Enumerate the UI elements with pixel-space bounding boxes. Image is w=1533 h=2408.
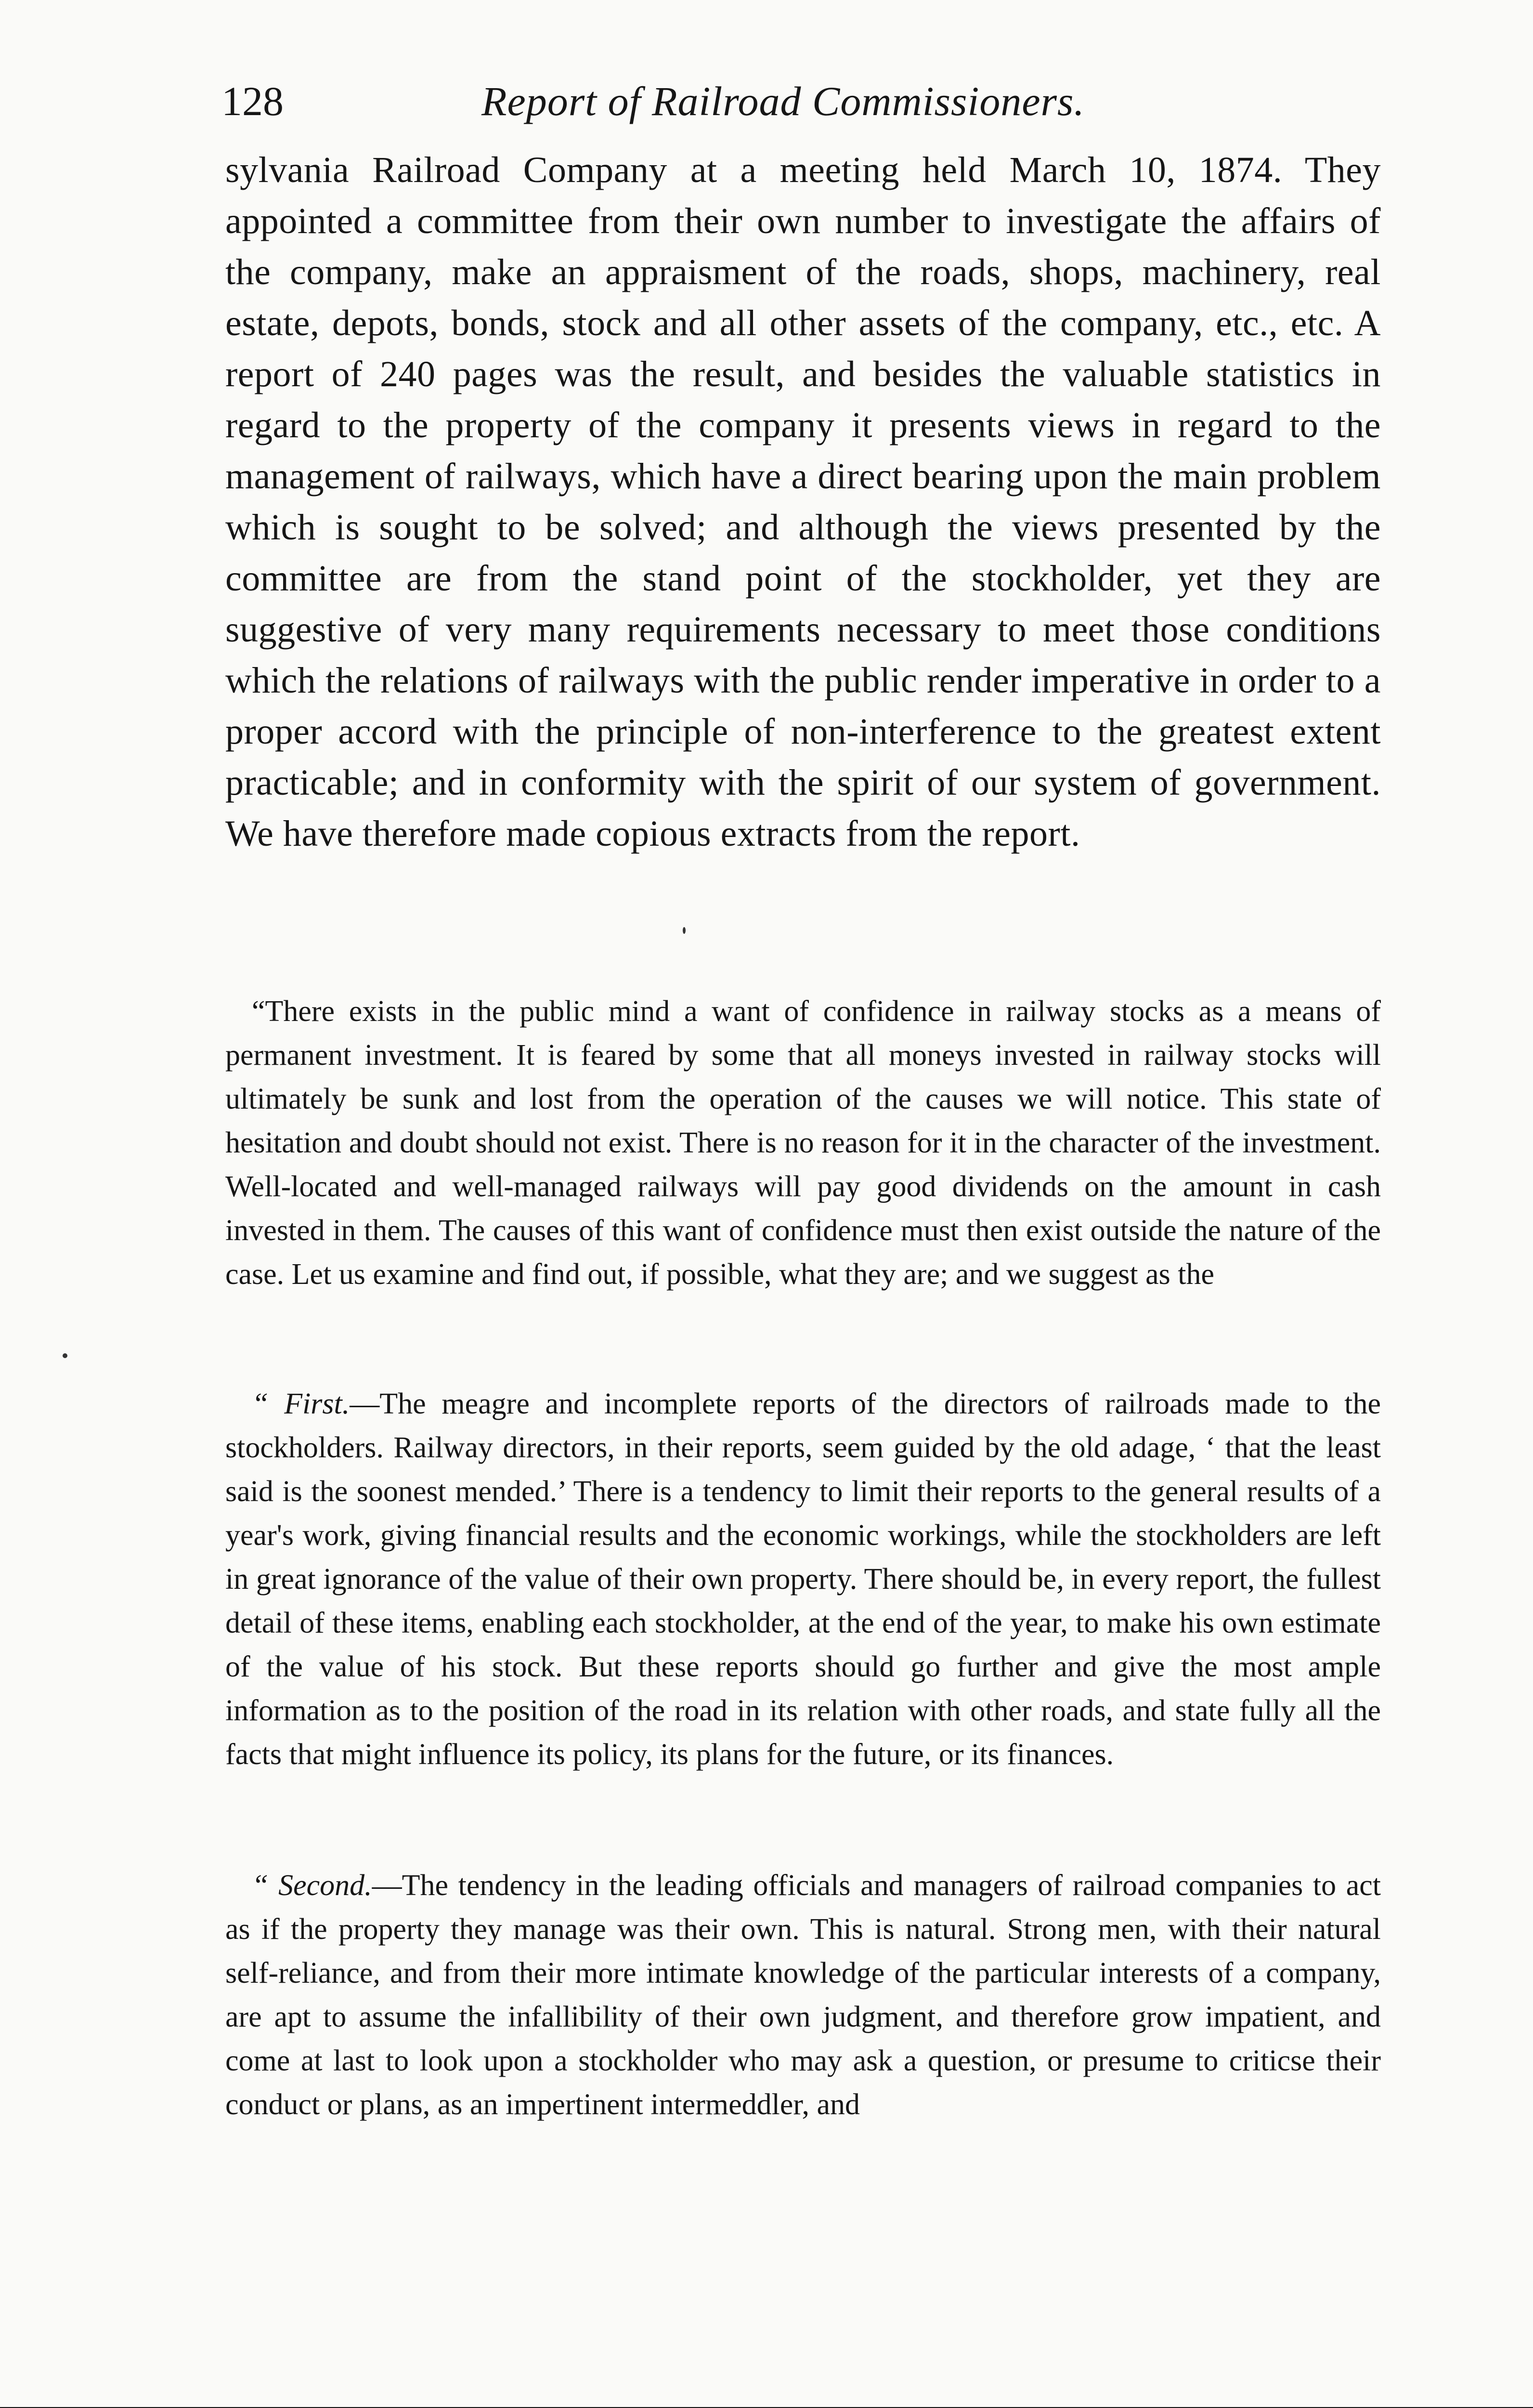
quote-paragraph-intro — [225, 990, 1381, 1296]
ink-speck — [683, 927, 686, 934]
quote-text: “There exists in the public mind a want of confidence in railway stocks as a means of permanent investment. It is feared by some that all moneys invested in railway stocks will ultimately be sunk and lost from the operation of the causes we will notice. This state of hesitation and doubt should not exist. There is no reason for it in the character of the investment. Well-located and well-managed railways will pay good dividends on the amount in cash invested in them. The causes of this want of confidence must then exist outside the nature of the case. Let us examine and find out, if possible, what they are; and we suggest as the — [225, 995, 1381, 1291]
margin-speck — [63, 1353, 67, 1358]
running-title: Report of Railroad Commissioners. — [481, 78, 1085, 124]
quote-paragraph-second — [225, 1864, 1381, 2127]
page-header — [221, 72, 1387, 135]
body-paragraph: sylvania Railroad Company at a meeting held March 10, 1874. They appointed a committee from their own number to investigate the affairs of the company, make an appraisment of the roads, shops, machinery, real estate, depots, bonds, stock and all other assets of the company, etc., etc. A report of 240 pages was the result, and besides the valuable statistics in regard to the property of the company it presents views in regard to the management of railways, which have a direct bearing upon the main problem which is sought to be solved; and although the views presented by the committee are from the stand point of the stockholder, yet they are suggestive of very many requirements necessary to meet those conditions which the relations of railways with the public render imperative in order to a proper accord with the principle of non-interference to the greatest extent practicable; and in conformity with the spirit of our system of government. We have therefore made copious extracts from the report. — [225, 150, 1381, 854]
quote-paragraph-first — [225, 1382, 1381, 1777]
quote-text: —The tendency in the leading officials and managers of railroad companies to act as if the property they manage was their own. This is natural. Strong men, with their natural self-reliance, and from their more intimate knowledge of the particular interests of a company, are apt to assume the infallibility of their own judgment, and therefore grow impatient, and come at last to look upon a stockholder who may ask a question, or presume to criticse their conduct or plans, as an impertinent intermeddler, and — [225, 1869, 1381, 2121]
page-number: 128 — [221, 78, 284, 124]
quote-lead: “ Second. — [252, 1869, 372, 1902]
quote-lead: “ First. — [252, 1387, 350, 1420]
quote-text: —The meagre and incomplete reports of the directors of railroads made to the stockholders. Railway directors, in their reports, seem guided by the old adage, ‘ that the least said is the soonest mended.’ There is a tendency to limit their reports to the general results of a year's work, giving financial results and the economic workings, while the stockholders are left in great ignorance of the value of their own property. There should be, in every report, the fullest detail of these items, enabling each stockholder, at the end of the year, to make his own estimate of the value of his stock. But these reports should go further and give the most ample information as to the position of the road in its relation with other roads, and state fully all the facts that might influence its policy, its plans for the future, or its finances. — [225, 1387, 1381, 1771]
